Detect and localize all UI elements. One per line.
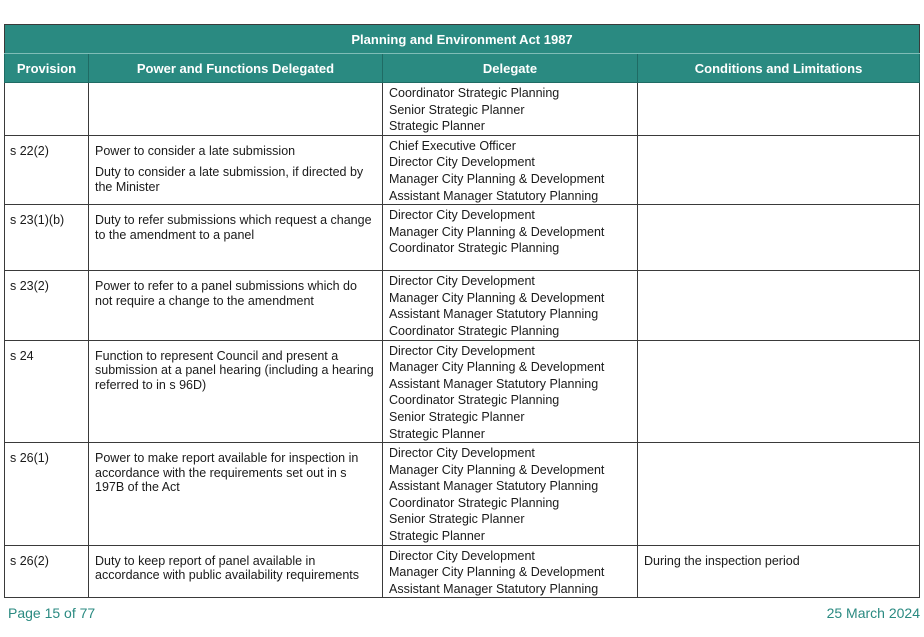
power-cell [89, 545, 383, 598]
table-row [5, 545, 920, 598]
delegate-name: Coordinator Strategic Planning [389, 86, 560, 100]
provision-cell: s 23(2) [5, 271, 89, 340]
delegate-cell [383, 83, 638, 136]
power-text: Duty to keep report of panel available in accordance with public availability requirements [95, 553, 360, 583]
table-body [5, 83, 920, 598]
power-text: Power to make report available for inspection in accordance with the requirements set out in s 197B of the Act [95, 451, 359, 495]
delegate-name: Senior Strategic Planner [389, 102, 525, 117]
delegate-name: Coordinator Strategic Planning [389, 241, 560, 256]
delegate-name: Coordinator Strategic Planning [389, 323, 560, 338]
delegate-cell [383, 205, 638, 271]
conditions-cell [638, 271, 920, 340]
conditions-cell [638, 205, 920, 271]
table-row [5, 443, 920, 546]
delegate-name: Manager City Planning & Development [389, 360, 605, 375]
power-text: Power to consider a late submission [95, 143, 296, 158]
conditions-cell [638, 340, 920, 443]
power-text: Duty to refer submissions which request a change to the amendment to a panel [95, 213, 372, 242]
delegate-name: Senior Strategic Planner [389, 512, 525, 527]
document-date: 25 March 2024 [826, 605, 920, 621]
delegate-name: Assistant Manager Statutory Planning [389, 307, 599, 322]
provision-cell [5, 83, 89, 136]
power-cell [89, 443, 383, 546]
delegate-name: Manager City Planning & Development [389, 171, 605, 186]
header-conditions: Conditions and Limitations [638, 54, 920, 83]
delegate-name: Strategic Planner [389, 426, 485, 441]
power-cell [89, 271, 383, 340]
delegate-cell [383, 443, 638, 546]
table-row [5, 271, 920, 340]
conditions-cell: During the inspection period [638, 545, 920, 598]
delegate-name: Assistant Manager Statutory Planning [389, 376, 599, 391]
delegate-cell [383, 340, 638, 443]
delegate-name: Chief Executive Officer [389, 138, 516, 153]
power-cell [89, 83, 383, 136]
delegations-table [4, 24, 920, 598]
provision-cell: s 23(1)(b) [5, 205, 89, 271]
table-row [5, 135, 920, 204]
delegate-name: Strategic Planner [389, 529, 485, 544]
header-power: Power and Functions Delegated [89, 54, 383, 83]
power-cell [89, 135, 383, 204]
delegate-name: Director City Development [389, 446, 535, 461]
power-cell [89, 205, 383, 271]
provision-cell: s 24 [5, 340, 89, 443]
table-title: Planning and Environment Act 1987 [5, 25, 920, 54]
delegate-name: Director City Development [389, 155, 535, 170]
delegate-name: Strategic Planner [389, 119, 485, 134]
power-text: Power to refer to a panel submissions which do not require a change to the amendment [95, 279, 357, 308]
delegate-name: Director City Development [389, 548, 535, 563]
delegate-name: Coordinator Strategic Planning [389, 495, 560, 510]
delegate-name: Manager City Planning & Development [389, 462, 605, 477]
delegate-name: Director City Development [389, 274, 535, 289]
power-cell [89, 340, 383, 443]
header-provision: Provision [5, 54, 89, 83]
table-row [5, 205, 920, 271]
provision-cell: s 26(2) [5, 545, 89, 598]
provision-cell: s 26(1) [5, 443, 89, 546]
delegate-name: Assistant Manager Statutory Planning [389, 188, 599, 203]
conditions-cell [638, 135, 920, 204]
delegate-name: Director City Development [389, 208, 535, 223]
delegate-name: Assistant Manager Statutory Planning [389, 581, 599, 596]
table-header-row [5, 54, 920, 83]
table-row [5, 340, 920, 443]
delegate-name: Director City Development [389, 343, 535, 358]
conditions-cell [638, 443, 920, 546]
delegate-cell [383, 135, 638, 204]
delegate-cell [383, 545, 638, 598]
delegate-name: Coordinator Strategic Planning [389, 393, 560, 408]
page-number: Page 15 of 77 [8, 605, 96, 621]
conditions-cell [638, 83, 920, 136]
delegate-cell [383, 271, 638, 340]
header-delegate: Delegate [383, 54, 638, 83]
delegate-name: Senior Strategic Planner [389, 409, 525, 424]
delegate-name: Manager City Planning & Development [389, 290, 605, 305]
table-title-row [5, 25, 920, 54]
delegate-name: Manager City Planning & Development [389, 224, 605, 239]
delegate-name: Assistant Manager Statutory Planning [389, 479, 599, 494]
provision-cell: s 22(2) [5, 135, 89, 204]
power-text: Function to represent Council and present a submission at a panel hearing (including a hearing referred to in s 96D) [95, 348, 374, 392]
table-row [5, 83, 920, 136]
power-text: Duty to consider a late submission, if directed by the Minister [95, 165, 364, 194]
delegate-name: Manager City Planning & Development [389, 565, 605, 580]
